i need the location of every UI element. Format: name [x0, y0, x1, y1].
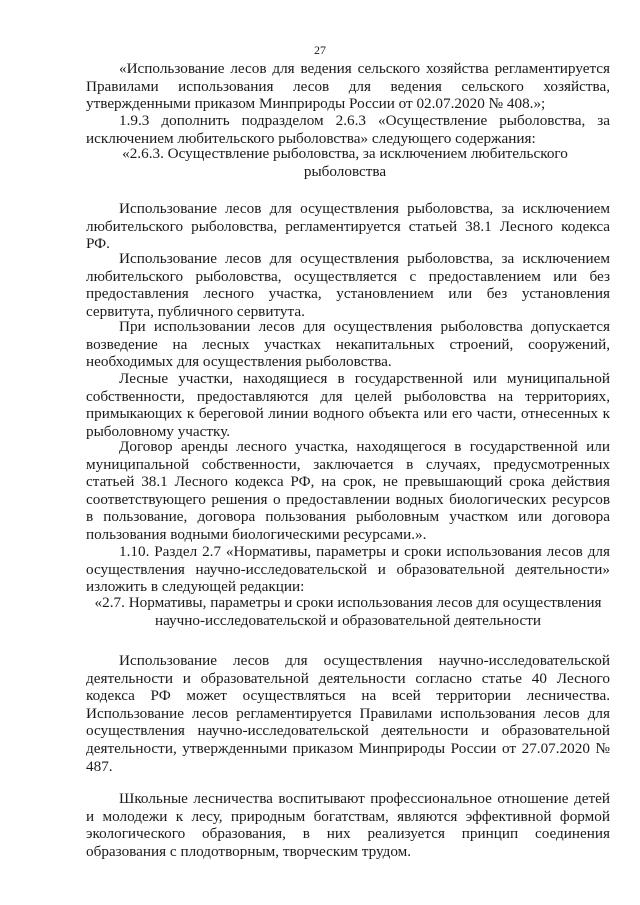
- paragraph-school-forestries: Школьные лесничества воспитывают профессиональное отношение детей и молодежи к лесу, природным богатствам, являются эффективной формой экологического образования, в них реализуется принцип соединения образования с плодотворным, творческим трудом.: [86, 790, 610, 860]
- page-number: 27: [314, 43, 326, 57]
- paragraph-fishing-regulation: Использование лесов для осуществления рыболовства, за исключением любительского рыболовства, регламентируется статьей 38.1 Лесного кодекса РФ.: [86, 200, 610, 253]
- paragraph-agriculture-rules: «Использование лесов для ведения сельского хозяйства регламентируется Правилами использования лесов для ведения сельского хозяйства, утвержденными приказом Минприроды России от 02.07.2020 № 408.»;: [86, 60, 610, 113]
- paragraph-lease-agreement: Договор аренды лесного участка, находящегося в государственной или муниципальной собственности, заключается в случаях, предусмотренных статьей 38.1 Лесного кодекса РФ, на срок, не превышающий срока действия соответствующего решения о предоставлении водных биологических ресурсов в пользование, договора пользования рыболовным участком или договора пользования водными биологическими ресурсами.».: [86, 438, 610, 543]
- section-heading-2-7: «2.7. Нормативы, параметры и сроки использования лесов для осуществления научно-исследовательской и образовательной деятельности: [94, 594, 602, 629]
- paragraph-fishing-plots-location: Лесные участки, находящиеся в государственной или муниципальной собственности, предоставляются для целей рыболовства на территориях, примыкающих к береговой линии водного объекта или его части, отнесенных к рыболовному участку.: [86, 370, 610, 440]
- paragraph-amendment-2-7: 1.10. Раздел 2.7 «Нормативы, параметры и сроки использования лесов для осуществления научно-исследовательской и образовательной деятельности» изложить в следующей редакции:: [86, 543, 610, 596]
- paragraph-fishing-structures: При использовании лесов для осуществления рыболовства допускается возведение на лесных участках некапитальных строений, сооружений, необходимых для осуществления рыболовства.: [86, 318, 610, 371]
- subsection-heading-2-6-3: «2.6.3. Осуществление рыболовства, за исключением любительского рыболовства: [122, 145, 568, 180]
- paragraph-amendment-2-6-3: 1.9.3 дополнить подразделом 2.6.3 «Осуществление рыболовства, за исключением любительского рыболовства» следующего содержания:: [86, 112, 610, 147]
- paragraph-fishing-plot-provision: Использование лесов для осуществления рыболовства, за исключением любительского рыболовства, осуществляется с предоставлением или без предоставления лесного участка, установлением или без установления сервитута, публичного сервитута.: [86, 250, 610, 320]
- paragraph-research-education-use: Использование лесов для осуществления научно-исследовательской деятельности и образовательной деятельности согласно статье 40 Лесного кодекса РФ может осуществляться на всей территории лесничества. Использование лесов регламентируется Правилами использования лесов для осуществления научно-исследовательской деятельности и образовательной деятельности, утвержденными приказом Минприроды России от 27.07.2020 № 487.: [86, 652, 610, 775]
